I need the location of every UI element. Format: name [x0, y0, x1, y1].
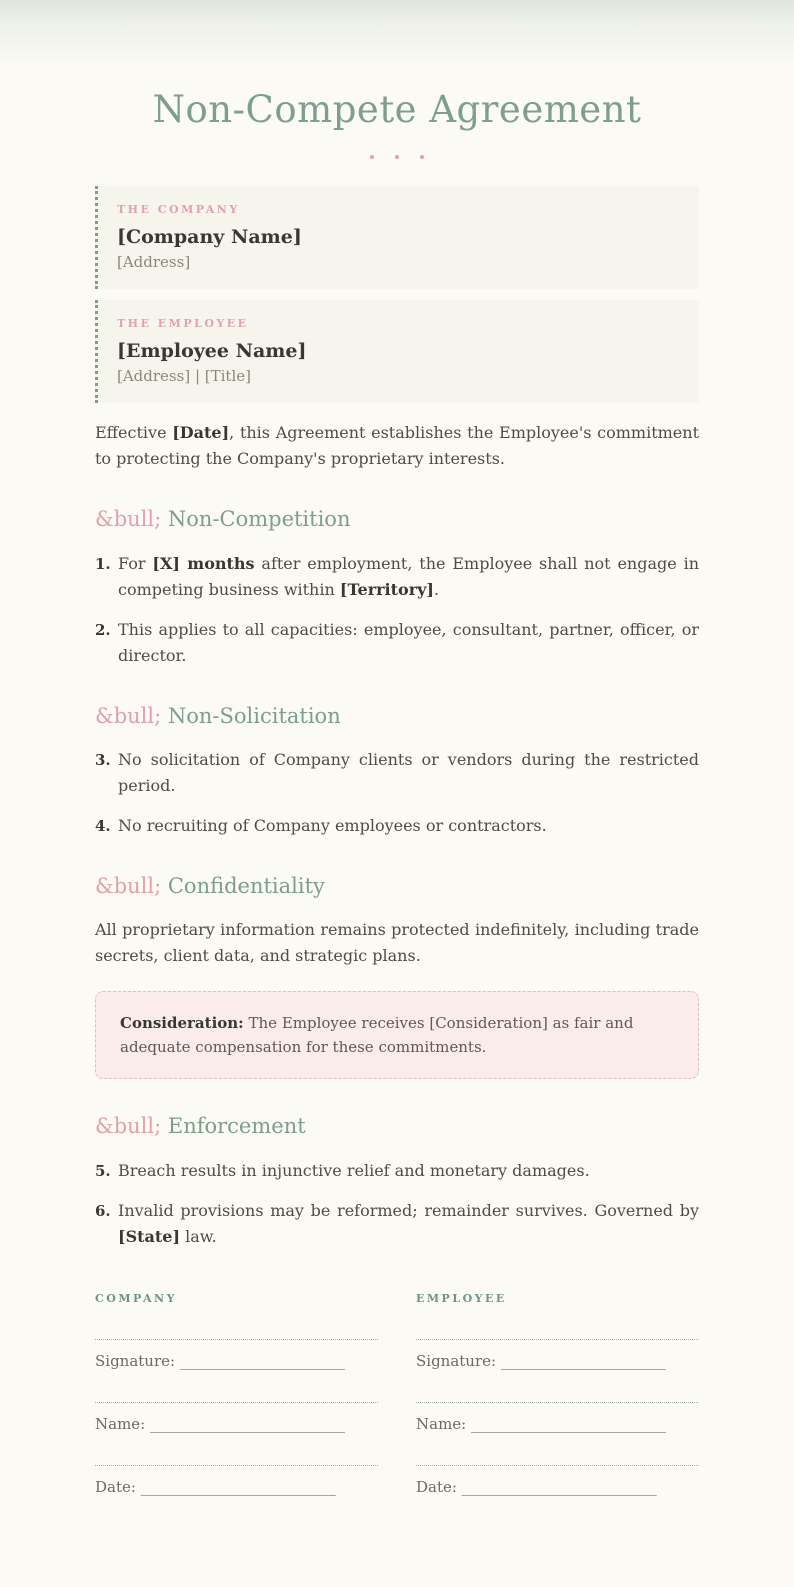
- party-details: [Address] | [Title]: [117, 367, 251, 386]
- consideration-callout: [95, 991, 699, 1079]
- clause-number: 6.: [95, 1201, 111, 1220]
- party-details: [Address]: [117, 253, 191, 272]
- signature-column-heading: COMPANY: [95, 1291, 177, 1305]
- signature-column-company: [95, 1292, 378, 1497]
- intro-text: Effective: [95, 423, 173, 443]
- clause-segment: after employment, the Employee shall not engage in competing business within: [118, 553, 699, 599]
- divider-dot: [370, 155, 374, 159]
- clause-number: 1.: [95, 554, 111, 573]
- name-line: Name: __________________________: [416, 1402, 699, 1434]
- document-page: [95, 0, 699, 1587]
- clause-item-2: [95, 617, 699, 669]
- clause-number: 4.: [95, 816, 111, 835]
- clause-number: 2.: [95, 620, 111, 639]
- section-heading-confidentiality: [95, 873, 699, 900]
- section-heading-non-solicitation: [95, 703, 699, 730]
- signature-line: Signature: ______________________: [95, 1339, 378, 1371]
- signature-column-employee: [416, 1292, 699, 1497]
- signature-section: [95, 1292, 699, 1497]
- section-bullet-entity: &bull;: [95, 507, 162, 532]
- party-name: [Employee Name]: [117, 340, 307, 363]
- clause-placeholder: [X] months: [152, 553, 255, 573]
- party-label: THE COMPANY: [117, 203, 240, 217]
- clause-number: 5.: [95, 1161, 111, 1180]
- date-line: Date: __________________________: [416, 1465, 699, 1497]
- clause-placeholder: [Territory]: [339, 579, 434, 599]
- section-bullet-entity: &bull;: [95, 703, 162, 728]
- party-label: THE EMPLOYEE: [117, 317, 249, 331]
- clause-text: No recruiting of Company employees or contractors.: [118, 815, 547, 835]
- signature-line: Signature: ______________________: [416, 1339, 699, 1371]
- clause-text: No solicitation of Company clients or vendors during the restricted period.: [118, 749, 699, 795]
- section-title: Non-Competition: [167, 507, 351, 532]
- clause-segment: law.: [180, 1226, 217, 1246]
- clause-number: 3.: [95, 750, 111, 769]
- section-bullet-entity: &bull;: [95, 1114, 162, 1139]
- clause-item-3: [95, 747, 699, 799]
- clause-text: Breach results in injunctive relief and monetary damages.: [118, 1160, 590, 1180]
- clause-item-4: [95, 813, 699, 839]
- clause-segment: .: [434, 579, 440, 599]
- signature-column-heading: EMPLOYEE: [416, 1291, 507, 1305]
- clause-text: [118, 1198, 699, 1250]
- consideration-text: The Employee receives [Consideration] as fair and adequate compensation for these commitments.: [120, 1014, 634, 1057]
- document-title: Non-Compete Agreement: [152, 88, 642, 131]
- party-card-employee: [95, 300, 699, 403]
- clause-segment: For: [118, 553, 153, 573]
- section-heading-enforcement: [95, 1113, 699, 1140]
- clause-item-6: [95, 1198, 699, 1250]
- party-name: [Company Name]: [117, 226, 302, 249]
- date-line: Date: __________________________: [95, 1465, 378, 1497]
- section-title: Enforcement: [167, 1114, 306, 1139]
- divider-dots: [95, 154, 699, 160]
- divider-dot: [395, 155, 399, 159]
- consideration-label: Consideration:: [120, 1014, 244, 1033]
- section-bullet-entity: &bull;: [95, 873, 162, 898]
- clause-placeholder: [State]: [118, 1226, 181, 1246]
- clause-text: [118, 551, 699, 603]
- clause-item-1: [95, 551, 699, 603]
- section-heading-non-competition: [95, 506, 699, 533]
- intro-paragraph: [95, 420, 699, 472]
- clause-item-5: [95, 1158, 699, 1184]
- party-card-company: [95, 186, 699, 289]
- intro-date-placeholder: [Date]: [172, 423, 230, 443]
- name-line: Name: __________________________: [95, 1402, 378, 1434]
- clause-text: This applies to all capacities: employee, consultant, partner, officer, or director.: [118, 619, 699, 665]
- divider-dot: [420, 155, 424, 159]
- clause-segment: Invalid provisions may be reformed; remainder survives. Governed by: [118, 1200, 699, 1220]
- intro-text: , this Agreement establishes the Employee's commitment to protecting the Company's proprietary interests.: [95, 423, 699, 469]
- section-title: Confidentiality: [167, 873, 325, 898]
- confidentiality-paragraph: All proprietary information remains protected indefinitely, including trade secrets, client data, and strategic plans.: [95, 920, 699, 966]
- section-title: Non-Solicitation: [167, 703, 341, 728]
